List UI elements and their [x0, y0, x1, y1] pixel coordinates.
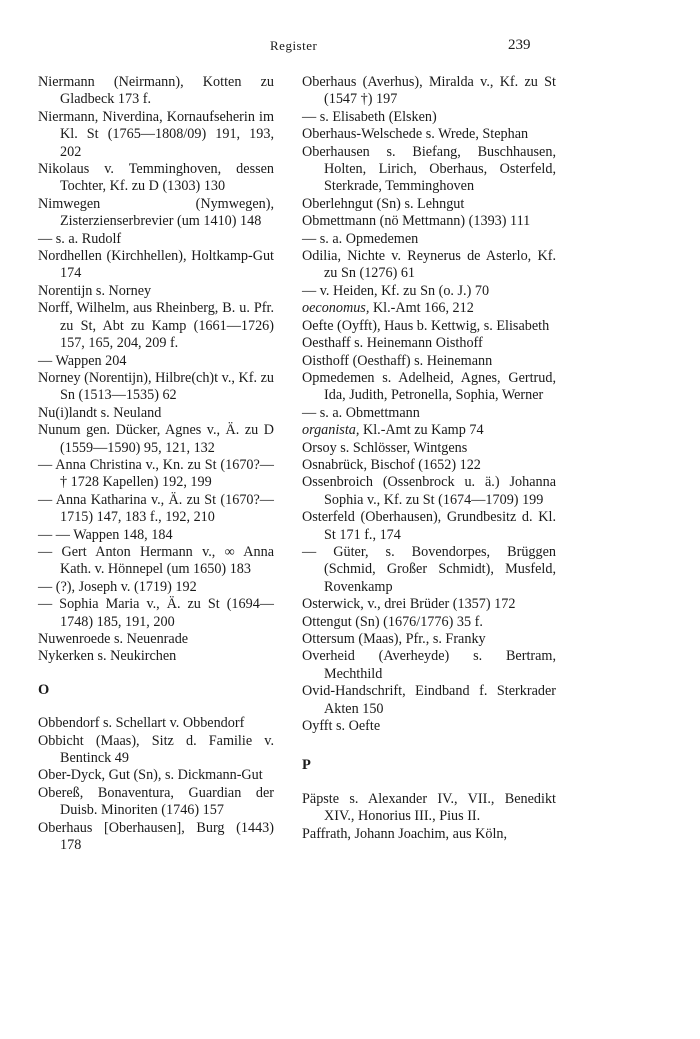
- index-entry-italic: [302, 300, 556, 317]
- section-heading-p: P: [302, 757, 311, 774]
- index-entry: Oberhaus [Oberhausen], Burg (1443) 178: [38, 819, 274, 854]
- page-header: [0, 38, 700, 58]
- italic-term: organista,: [302, 422, 360, 439]
- index-entry: Ottengut (Sn) (1676/1776) 35 f.: [302, 613, 483, 630]
- entry-list-n: [38, 74, 274, 666]
- index-entry: Obbicht (Maas), Sitz d. Familie v. Bentinck 49: [38, 732, 274, 767]
- index-entry: Osnabrück, Bischof (1652) 122: [302, 456, 481, 473]
- index-entry: Nuwenroede s. Neuenrade: [38, 631, 189, 647]
- index-entry: Nimwegen (Nymwegen), Zisterzienserbrevier (um 1410) 148: [38, 195, 274, 230]
- section-heading-o: O: [38, 681, 50, 698]
- index-entry: Paffrath, Johann Joachim, aus Köln,: [302, 825, 508, 842]
- index-entry: — Wappen 204: [38, 352, 127, 369]
- index-entry: Norff, Wilhelm, aus Rheinberg, B. u. Pfr. zu St, Abt zu Kamp (1661—1726) 157, 165, 204, 209 f.: [38, 300, 274, 352]
- page-number: 239: [508, 37, 531, 53]
- index-entry: Niermann, Niverdina, Kornaufseherin im Kl. St (1765—1808/09) 191, 193, 202: [38, 108, 274, 160]
- index-entry: — s. a. Obmettmann: [302, 404, 420, 421]
- index-entry: Päpste s. Alexander IV., VII., Benedikt XIV., Honorius III., Pius II.: [302, 790, 556, 825]
- index-entry: Orsoy s. Schlösser, Wintgens: [302, 439, 468, 456]
- index-entry: Norney (Norentijn), Hilbre(ch)t v., Kf. zu Sn (1513—1535) 62: [38, 369, 274, 404]
- index-entry: Obmettmann (nö Mettmann) (1393) 111: [302, 213, 531, 230]
- index-entry: Osterwick, v., drei Brüder (1357) 172: [302, 596, 516, 613]
- index-entry: Oberhaus (Averhus), Miralda v., Kf. zu St (1547 †) 197: [302, 74, 556, 108]
- left-column: [38, 74, 274, 854]
- index-entry: Obereß, Bonaventura, Guardian der Duisb. Minoriten (1746) 157: [38, 784, 274, 819]
- index-entry: — s. a. Opmedemen: [302, 230, 419, 247]
- index-entry: — s. Elisabeth (Elsken): [302, 108, 437, 125]
- index-entry: — — Wappen 148, 184: [38, 526, 173, 543]
- index-entry: Niermann (Neirmann), Kotten zu Gladbeck 173 f.: [38, 74, 274, 108]
- entry-list-o: [38, 715, 274, 854]
- index-entry: — Anna Katharina v., Ä. zu St (1670?—1715) 147, 183 f., 192, 210: [38, 491, 274, 526]
- index-entry: Nu(i)landt s. Neuland: [38, 404, 162, 421]
- index-entry: Obbendorf s. Schellart v. Obbendorf: [38, 715, 245, 732]
- index-entry: — Gert Anton Hermann v., ∞ Anna Kath. v. Hönnepel (um 1650) 183: [38, 543, 274, 578]
- entry-list-o-continued: [302, 74, 556, 735]
- index-entry: Oyfft s. Oefte: [302, 718, 381, 735]
- index-entry: — v. Heiden, Kf. zu Sn (o. J.) 70: [302, 282, 490, 299]
- index-entry: Ovid-Handschrift, Eindband f. Sterkrader Akten 150: [302, 683, 556, 717]
- italic-term: oeconomus,: [302, 300, 370, 317]
- index-entry: Nunum gen. Dücker, Agnes v., Ä. zu D (1559—1590) 95, 121, 132: [38, 422, 274, 456]
- index-entry: Odilia, Nichte v. Reynerus de Asterlo, Kf. zu Sn (1276) 61: [302, 248, 556, 282]
- index-entry: Nordhellen (Kirchhellen), Holtkamp-Gut 174: [38, 248, 274, 282]
- index-entry: Opmedemen s. Adelheid, Agnes, Gertrud, Ida, Judith, Petronella, Sophia, Werner: [302, 369, 556, 404]
- index-entry: Ottersum (Maas), Pfr., s. Franky: [302, 631, 486, 647]
- entry-text: Kl.-Amt 166, 212: [369, 300, 474, 317]
- index-entry: Oisthoff (Oesthaff) s. Heinemann: [302, 352, 493, 369]
- index-entry: Ober-Dyck, Gut (Sn), s. Dickmann-Gut: [38, 767, 263, 784]
- index-entry: Oberhaus-Welschede s. Wrede, Stephan: [302, 126, 529, 143]
- entry-list-p: [302, 791, 556, 843]
- index-entry: Oberhausen s. Biefang, Buschhausen, Holten, Lirich, Oberhaus, Osterfeld, Sterkrade, Temminghoven: [302, 143, 556, 195]
- index-entry: Oesthaff s. Heinemann Oisthoff: [302, 335, 483, 352]
- running-title: Register: [270, 38, 318, 53]
- index-entry: Oefte (Oyfft), Haus b. Kettwig, s. Elisabeth: [302, 317, 550, 334]
- index-entry: Overheid (Averheyde) s. Bertram, Mechthild: [302, 648, 556, 682]
- index-entry: Norentijn s. Norney: [38, 282, 152, 299]
- index-entry: Nikolaus v. Temminghoven, dessen Tochter, Kf. zu D (1303) 130: [38, 161, 274, 195]
- right-column: [302, 74, 556, 843]
- index-entry: Ossenbroich (Ossenbrock u. ä.) Johanna Sophia v., Kf. zu St (1674—1709) 199: [302, 474, 556, 508]
- entry-text: Kl.-Amt zu Kamp 74: [359, 422, 484, 439]
- index-entry: Oberlehngut (Sn) s. Lehngut: [302, 195, 465, 212]
- index-entry: — (?), Joseph v. (1719) 192: [38, 578, 197, 595]
- index-entry: — s. a. Rudolf: [38, 230, 122, 247]
- index-entry-italic: [302, 422, 556, 439]
- index-entry: — Güter, s. Bovendorpes, Brüggen (Schmid, Großer Schmidt), Musfeld, Rovenkamp: [302, 543, 556, 595]
- index-entry: Nykerken s. Neukirchen: [38, 648, 177, 665]
- index-entry: Osterfeld (Oberhausen), Grundbesitz d. Kl. St 171 f., 174: [302, 509, 556, 543]
- index-entry: — Sophia Maria v., Ä. zu St (1694—1748) 185, 191, 200: [38, 596, 274, 630]
- index-entry: — Anna Christina v., Kn. zu St (1670?—† 1728 Kapellen) 192, 199: [38, 456, 274, 491]
